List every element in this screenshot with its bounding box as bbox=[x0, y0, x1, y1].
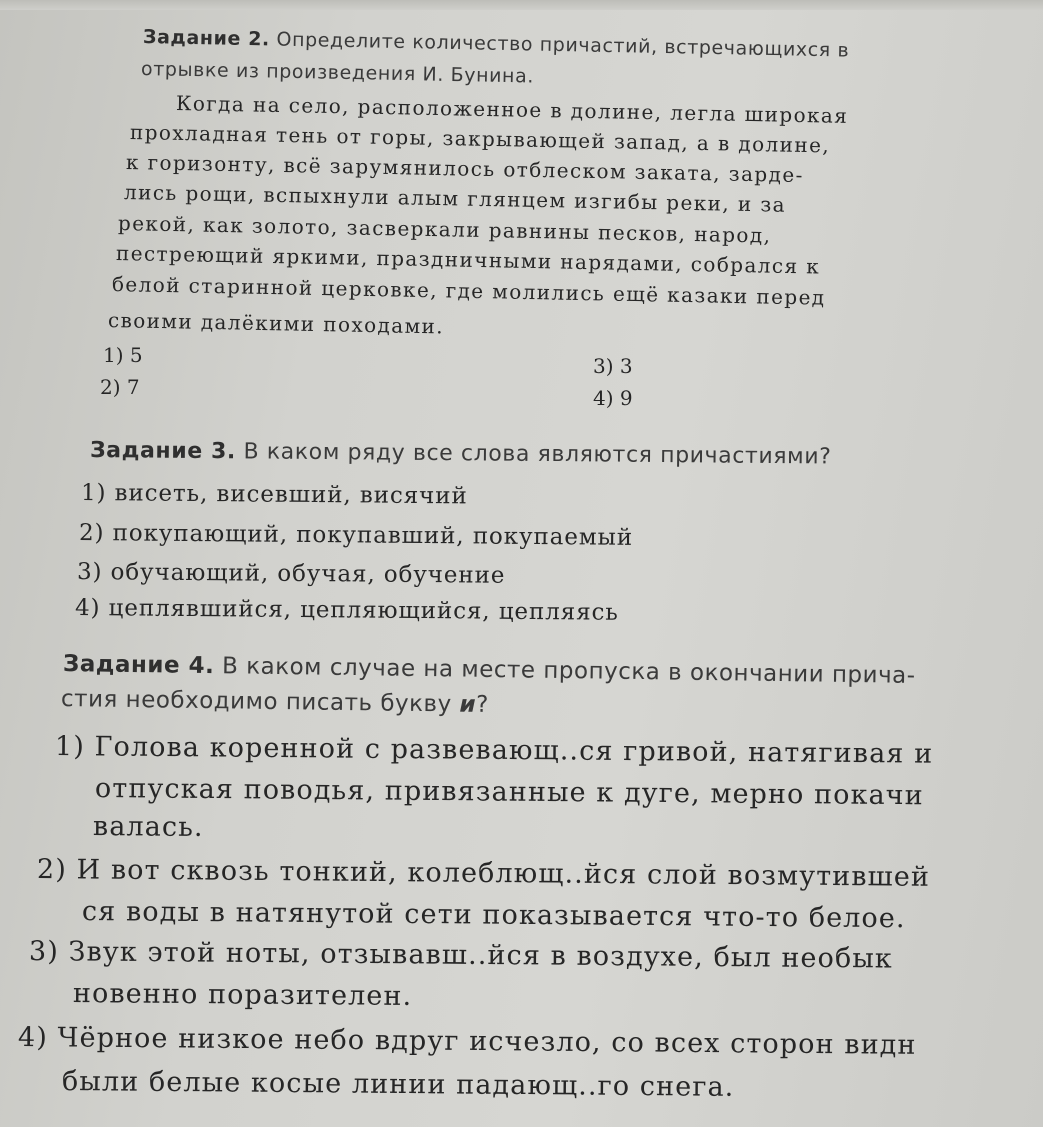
task4-question-text2: стия необходимо писать букву bbox=[60, 686, 460, 718]
task3-option-1: 1) висеть, висевший, висячий bbox=[80, 480, 468, 510]
passage-line: лись рощи, вспыхнули алым глянцем изгибы реки, и за bbox=[123, 180, 787, 217]
task4-label: Задание 4. bbox=[62, 651, 215, 680]
passage-line: своими далёкими походами. bbox=[107, 308, 445, 339]
task2-question-line2: отрывке из произведения И. Бунина. bbox=[140, 58, 535, 88]
task4-question-line1 bbox=[63, 653, 916, 688]
task3-option-3: 3) обучающий, обучая, обучение bbox=[76, 559, 506, 589]
task2-option-3: 3) 3 bbox=[593, 354, 633, 378]
task4-option-line: новенно поразителен. bbox=[72, 978, 413, 1012]
passage-line: пестреющий яркими, праздничными нарядами, собрался к bbox=[115, 241, 821, 279]
passage-line: Когда на село, расположенное в долине, легла широкая bbox=[175, 91, 849, 128]
task4-letter: и bbox=[459, 691, 477, 718]
task4-question-line2 bbox=[61, 688, 489, 717]
passage-line: к горизонту, всё зарумянилось отблеском заката, зарде- bbox=[125, 150, 804, 188]
task4-question-mark: ? bbox=[475, 691, 490, 718]
task3-option-2: 2) покупающий, покупавший, покупаемый bbox=[78, 520, 634, 551]
task3-option-4: 4) цеплявшийся, цепляющийся, цепляясь bbox=[74, 595, 619, 626]
task2-question-line1 bbox=[143, 28, 850, 61]
task3-question-text: В каком ряду все слова являются причастиями? bbox=[243, 439, 832, 470]
task3-question bbox=[90, 440, 832, 468]
task3-label: Задание 3. bbox=[89, 438, 237, 465]
task4-option-line: были белые косые линии падающ..го снега. bbox=[61, 1066, 735, 1103]
passage-line: прохладная тень от горы, закрывающей запад, а в долине, bbox=[129, 120, 831, 158]
task2-option-1: 1) 5 bbox=[103, 343, 143, 367]
task2-question-text: Определите количество причастий, встречающихся в bbox=[276, 28, 850, 62]
page-top-edge bbox=[0, 0, 1043, 10]
task4-question-text: В каком случае на месте пропуска в окончании прича- bbox=[221, 653, 916, 689]
task2-option-2: 2) 7 bbox=[100, 375, 140, 399]
task4-option-line: 2) И вот сквозь тонкий, колеблющ..йся слой возмутившей bbox=[36, 854, 931, 893]
task4-option-line: отпуская поводья, привязанные к дуге, мерно покачи bbox=[94, 773, 924, 812]
task2-option-4: 4) 9 bbox=[593, 386, 633, 410]
passage-line: рекой, как золото, засверкали равнины песков, народ, bbox=[117, 211, 772, 248]
task4-option-line: 4) Чёрное низкое небо вдруг исчезло, со всех сторон видн bbox=[17, 1022, 917, 1061]
task4-option-line: 3) Звук этой ноты, отзывавш..йся в воздухе, был необык bbox=[28, 936, 893, 975]
task4-option-line: 1) Голова коренной с развевающ..ся гривой, натягивая и bbox=[54, 731, 934, 770]
task4-option-line: валась. bbox=[92, 811, 204, 843]
task4-option-line: ся воды в натянутой сети показывается что-то белое. bbox=[81, 896, 906, 935]
passage-line: белой старинной церковке, где молились ещё казаки перед bbox=[111, 272, 826, 310]
task2-label: Задание 2. bbox=[142, 26, 271, 51]
